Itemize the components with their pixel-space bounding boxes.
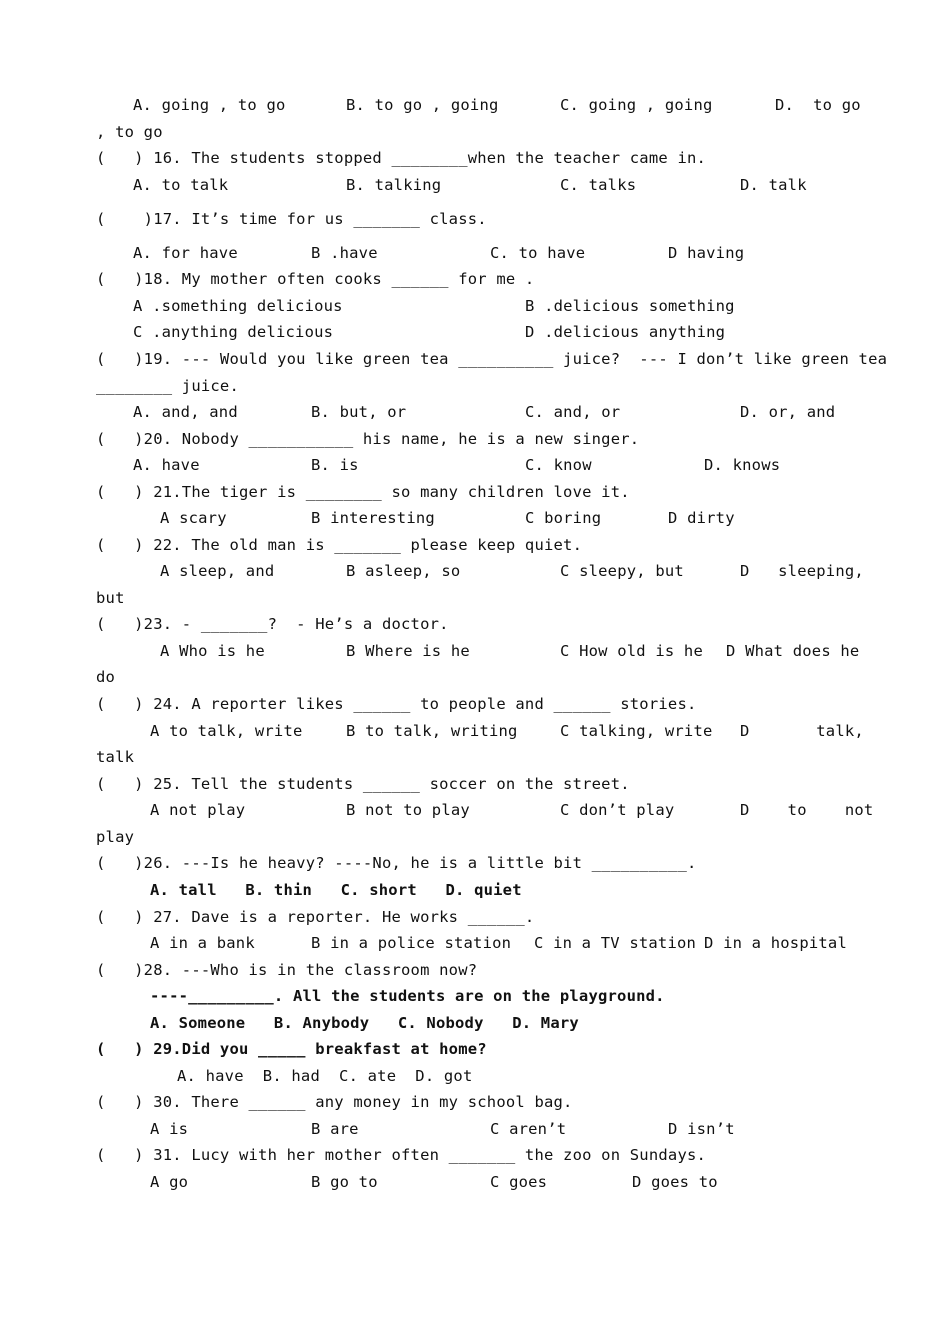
text-line: B asleep, so xyxy=(346,562,461,580)
text-line: D sleeping, xyxy=(740,562,864,580)
text-line: ( )19. --- Would you like green tea __________ juice? --- I don’t like green tea xyxy=(96,350,888,368)
text-line: D What does he xyxy=(726,642,860,660)
text-line: C boring xyxy=(525,509,602,527)
text-line: B go to xyxy=(311,1173,378,1191)
text-line: C goes xyxy=(490,1173,548,1191)
text-line: A .something delicious xyxy=(133,297,343,315)
text-line: C How old is he xyxy=(560,642,703,660)
text-line: A. for have xyxy=(133,244,238,262)
text-line: A scary xyxy=(160,509,227,527)
text-line: B .delicious something xyxy=(525,297,735,315)
text-line: but xyxy=(96,589,125,607)
text-line: B Where is he xyxy=(346,642,470,660)
text-line: A. and, and xyxy=(133,403,238,421)
text-line: A go xyxy=(150,1173,189,1191)
text-line: C don’t play xyxy=(560,801,675,819)
text-line: A. tall B. thin C. short D. quiet xyxy=(150,881,522,899)
text-line: D. or, and xyxy=(740,403,836,421)
text-line: C. talks xyxy=(560,176,637,194)
text-line: A sleep, and xyxy=(160,562,275,580)
text-line: C. going , going xyxy=(560,96,713,114)
text-line: A. have xyxy=(133,456,200,474)
text-line: B. talking xyxy=(346,176,442,194)
text-line: C in a TV station xyxy=(534,934,697,952)
text-line: ( ) 22. The old man is _______ please keep quiet. xyxy=(96,536,583,554)
text-line: C. know xyxy=(525,456,592,474)
text-line: D to not xyxy=(740,801,874,819)
text-line: D. to go xyxy=(775,96,861,114)
text-line: B .have xyxy=(311,244,378,262)
text-line: B not to play xyxy=(346,801,470,819)
text-line: B. is xyxy=(311,456,359,474)
text-line: ----_________. All the students are on the playground. xyxy=(150,987,665,1005)
text-line: D goes to xyxy=(632,1173,718,1191)
text-line: D talk, xyxy=(740,722,864,740)
text-line: A not play xyxy=(150,801,246,819)
text-line: ( ) 25. Tell the students ______ soccer on the street. xyxy=(96,775,630,793)
text-line: ( )20. Nobody ___________ his name, he is a new singer. xyxy=(96,430,640,448)
text-line: D. talk xyxy=(740,176,807,194)
text-line: C .anything delicious xyxy=(133,323,334,341)
text-line: B are xyxy=(311,1120,359,1138)
text-line: B. to go , going xyxy=(346,96,499,114)
text-line: B interesting xyxy=(311,509,435,527)
text-line: ________ juice. xyxy=(96,377,239,395)
text-line: B. but, or xyxy=(311,403,407,421)
text-line: A to talk, write xyxy=(150,722,303,740)
text-line: ( ) 29.Did you _____ breakfast at home? xyxy=(96,1040,487,1058)
text-line: play xyxy=(96,828,135,846)
text-line: ( ) 21.The tiger is ________ so many children love it. xyxy=(96,483,630,501)
text-line: C. to have xyxy=(490,244,586,262)
text-line: talk xyxy=(96,748,135,766)
text-line: C sleepy, but xyxy=(560,562,684,580)
text-line: A. Someone B. Anybody C. Nobody D. Mary xyxy=(150,1014,579,1032)
text-line: B to talk, writing xyxy=(346,722,518,740)
text-line: do xyxy=(96,668,116,686)
text-line: A. to talk xyxy=(133,176,229,194)
text-line: D. knows xyxy=(704,456,781,474)
text-line: A is xyxy=(150,1120,189,1138)
text-line: D in a hospital xyxy=(704,934,847,952)
text-line: C. and, or xyxy=(525,403,621,421)
text-line: A. going , to go xyxy=(133,96,286,114)
text-line: D .delicious anything xyxy=(525,323,726,341)
text-line: , to go xyxy=(96,123,163,141)
text-line: A. have B. had C. ate D. got xyxy=(177,1067,473,1085)
text-line: C aren’t xyxy=(490,1120,567,1138)
text-line: ( ) 24. A reporter likes ______ to people and ______ stories. xyxy=(96,695,697,713)
text-line: D having xyxy=(668,244,745,262)
text-line: ( )28. ---Who is in the classroom now? xyxy=(96,961,478,979)
text-line: ( )17. It’s time for us _______ class. xyxy=(96,210,487,228)
text-line: ( ) 27. Dave is a reporter. He works ______. xyxy=(96,908,535,926)
text-line: ( )26. ---Is he heavy? ----No, he is a little bit __________. xyxy=(96,854,697,872)
text-line: ( ) 16. The students stopped ________when the teacher came in. xyxy=(96,149,707,167)
text-line: D dirty xyxy=(668,509,735,527)
text-line: ( )18. My mother often cooks ______ for me . xyxy=(96,270,535,288)
text-line: A in a bank xyxy=(150,934,255,952)
text-line: C talking, write xyxy=(560,722,713,740)
text-line: ( ) 31. Lucy with her mother often _______ the zoo on Sundays. xyxy=(96,1146,707,1164)
text-line: ( ) 30. There ______ any money in my school bag. xyxy=(96,1093,573,1111)
text-line: B in a police station xyxy=(311,934,512,952)
text-line: A Who is he xyxy=(160,642,265,660)
text-line: D isn’t xyxy=(668,1120,735,1138)
text-line: ( )23. - _______? - He’s a doctor. xyxy=(96,615,449,633)
